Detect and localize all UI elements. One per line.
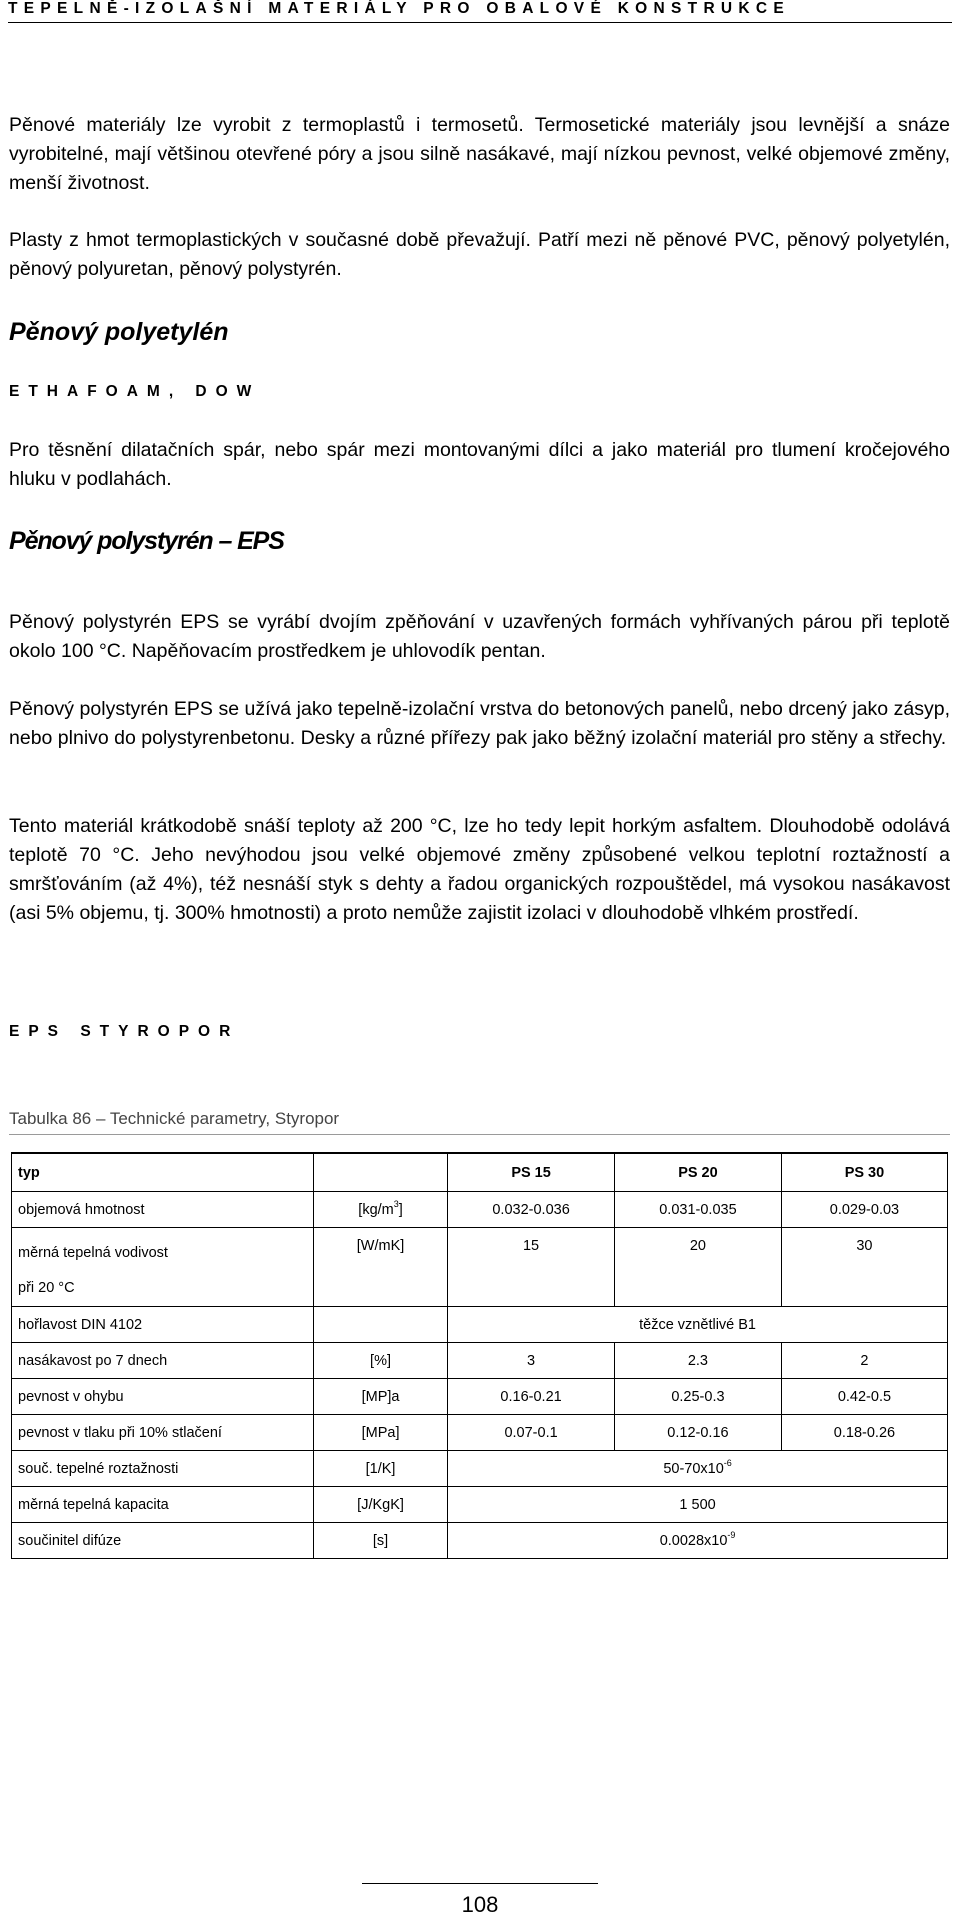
header-cell-unit: [313, 1153, 447, 1192]
heading-pe: Pěnový polyetylén: [9, 318, 229, 346]
header-rule: [8, 22, 952, 23]
unit-cell: $[kg/m^3]$: [313, 1192, 447, 1228]
unit-cell: [J/KgK]: [313, 1487, 447, 1523]
table-row-conductivity: [12, 1228, 948, 1307]
property-cell: pevnost v tlaku při 10% stlačení: [12, 1415, 314, 1451]
page-number: 108: [461, 1892, 499, 1917]
caption-rule: [9, 1134, 950, 1135]
value-cell-ps20: 0.12-0.16: [615, 1415, 782, 1451]
property-line-1: měrná tepelná vodivost: [18, 1245, 168, 1261]
table-header-row: [12, 1153, 948, 1192]
property-cell: hořlavost DIN 4102: [12, 1307, 314, 1343]
value-cell-ps20: 0.031-0.035: [615, 1192, 782, 1228]
property-line-2: při 20 °C: [18, 1280, 75, 1296]
unit-text: kg/m: [362, 1201, 394, 1218]
heading-eps: Pěnový polystyrén – EPS: [9, 527, 284, 555]
heading-pe-brands: ETHAFOAM, DOW: [9, 383, 261, 400]
header-cell-ps30: PS 30: [781, 1153, 947, 1192]
table-row-heat-capacity: [12, 1487, 948, 1523]
paragraph-eps-production: Pěnový polystyrén EPS se vyrábí dvojím zpěňování v uzavřených formách vyhřívaných párou při teplotě okolo 100 °C. Napěňovacím prostředkem je uhlovodík pentan.: [9, 611, 950, 662]
unit-cell: [1/K]: [313, 1451, 447, 1487]
value-text: 0.0028x10: [659, 1532, 728, 1549]
unit-text: J/KgK: [361, 1496, 400, 1513]
unit-text: MP: [365, 1388, 388, 1405]
property-cell: [12, 1228, 314, 1307]
property-cell: objemová hmotnost: [12, 1192, 314, 1228]
table-row-compression: [12, 1415, 948, 1451]
value-cell-ps20: 2.3: [615, 1343, 782, 1379]
footer-rule: [362, 1883, 598, 1884]
parameters-table: [11, 1152, 948, 1559]
property-cell: součinitel difúze: [12, 1523, 314, 1559]
unit-cell: [MP]a: [313, 1379, 447, 1415]
unit-cell: [W/mK]: [313, 1228, 447, 1307]
paragraph-pe-use: Pro těsnění dilatačních spár, nebo spár mezi montovanými dílci a jako materiál pro tlumení kročejového hluku v podlahách.: [9, 439, 950, 490]
header-cell-ps15: PS 15: [448, 1153, 615, 1192]
table-row-flammability: [12, 1307, 948, 1343]
paragraph-thermoplastics: Plasty z hmot termoplastických v současné době převažují. Patří mezi ně pěnové PVC, pěnový polyetylén, pěnový polyuretan, pěnový polystyrén.: [9, 229, 950, 280]
value-cell-ps30: 2: [781, 1343, 947, 1379]
value-cell-ps15: 0.07-0.1: [448, 1415, 615, 1451]
value-cell-ps30: 0.029-0.03: [781, 1192, 947, 1228]
paragraph-intro: Pěnové materiály lze vyrobit z termoplastů i termosetů. Termosetické materiály jsou levnější a snáze vyrobitelné, mají většinou otevřené póry a jsou silně nasákavé, mají nízkou pevnost, velké objemové změny, menší životnost.: [9, 114, 950, 194]
value-text: 50-70x10: [663, 1460, 724, 1477]
value-superscript: -9: [727, 1529, 736, 1540]
property-cell: nasákavost po 7 dnech: [12, 1343, 314, 1379]
table-row-density: [12, 1192, 948, 1228]
property-cell: pevnost v ohybu: [12, 1379, 314, 1415]
table-row-expansion: [12, 1451, 948, 1487]
table-caption: Tabulka 86 – Technické parametry, Styropor: [9, 1109, 340, 1128]
unit-cell: [s]: [313, 1523, 447, 1559]
merged-value-cell: [448, 1523, 948, 1559]
unit-text: %: [374, 1352, 387, 1369]
value-cell-ps15: 0.16-0.21: [448, 1379, 615, 1415]
merged-value-cell: těžce vznětlivé B1: [448, 1307, 948, 1343]
unit-cell: [MPa]: [313, 1415, 447, 1451]
header-cell-type: typ: [12, 1153, 314, 1192]
table-row-absorption: [12, 1343, 948, 1379]
property-cell: měrná tepelná kapacita: [12, 1487, 314, 1523]
property-cell: souč. tepelné roztažnosti: [12, 1451, 314, 1487]
merged-value-cell: [448, 1451, 948, 1487]
unit-cell: [313, 1307, 447, 1343]
unit-superscript: 3: [393, 1198, 399, 1209]
table-row-bending: [12, 1379, 948, 1415]
heading-eps-brand: EPS STYROPOR: [9, 1023, 240, 1040]
value-cell-ps15: 0.032-0.036: [448, 1192, 615, 1228]
running-header: TEPELNĚ-IZOLAŠNÍ MATERIÁLY PRO OBALOVÉ KONSTRUKCE: [8, 0, 791, 17]
header-cell-ps20: PS 20: [615, 1153, 782, 1192]
value-cell-ps30: 30: [781, 1228, 947, 1307]
unit-cell: [%]: [313, 1343, 447, 1379]
value-cell-ps15: 3: [448, 1343, 615, 1379]
unit-text: s: [376, 1532, 385, 1549]
value-superscript: -6: [723, 1457, 732, 1468]
value-cell-ps15: 15: [448, 1228, 615, 1307]
paragraph-eps-use: Pěnový polystyrén EPS se užívá jako tepelně-izolační vrstva do betonových panelů, nebo drcený jako zásyp, nebo plnivo do polystyrenbetonu. Desky a různé přířezy pak jako běžný izolační materiál pro stěny a střechy.: [9, 698, 950, 749]
value-cell-ps20: 20: [615, 1228, 782, 1307]
unit-text: MPa: [365, 1424, 396, 1441]
value-cell-ps20: 0.25-0.3: [615, 1379, 782, 1415]
paragraph-eps-properties: Tento materiál krátkodobě snáší teploty až 200 °C, lze ho tedy lepit horkým asfaltem. Dlouhodobě odolává teplotě 70 °C. Jeho nevýhodou jsou velké objemové změny způsobené velkou teplotní roztažností a smršťováním (až 4%), též nesnáší styk s dehty a řadou organických rozpouštědel, má vysokou nasákavost (asi 5% objemu, tj. 300% hmotnosti) a proto nemůže zajistit izolaci v dlouhodobě vlhkém prostředí.: [9, 815, 950, 924]
table-row-diffusion: [12, 1523, 948, 1559]
value-cell-ps30: 0.18-0.26: [781, 1415, 947, 1451]
unit-text: W/mK: [360, 1238, 401, 1254]
unit-text: 1/K: [369, 1460, 392, 1477]
value-cell-ps30: 0.42-0.5: [781, 1379, 947, 1415]
merged-value-cell: 1 500: [448, 1487, 948, 1523]
unit-suffix: a: [391, 1388, 400, 1405]
